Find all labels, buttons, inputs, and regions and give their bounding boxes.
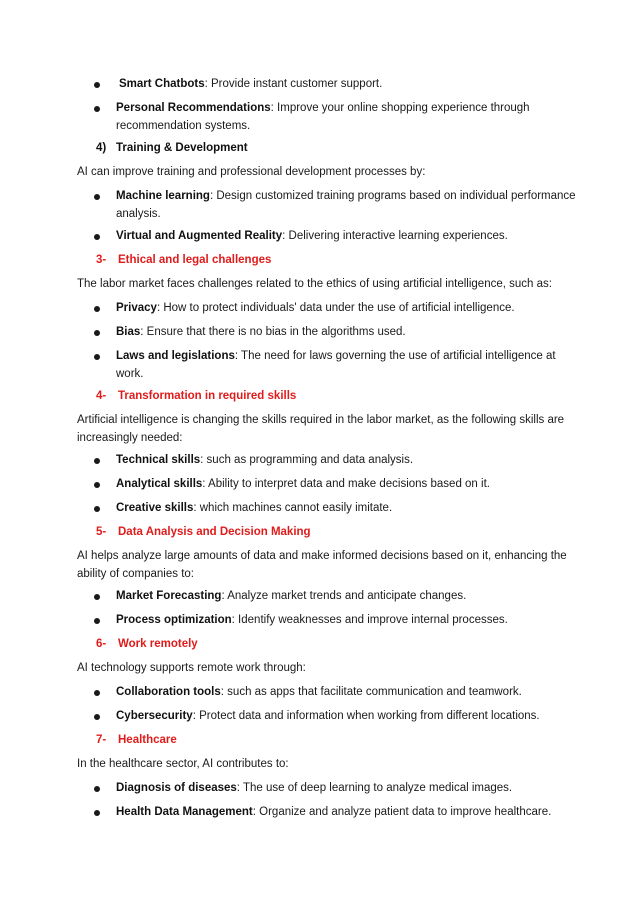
list-item-text: : Identify weaknesses and improve internal processes. [231, 614, 508, 626]
bullet-dot-icon [94, 306, 100, 312]
bullet-dot-icon [94, 106, 100, 112]
list-item-term: Virtual and Augmented Reality [116, 230, 283, 242]
bullet-dot-icon [94, 482, 100, 488]
bullet-dot-icon [94, 234, 100, 240]
list-item-text: : Ability to interpret data and make decisions based on it. [202, 478, 490, 490]
bullet-dot-icon [94, 82, 100, 88]
paragraph: In the healthcare sector, AI contributes to: [77, 758, 289, 770]
list-item [116, 452, 576, 470]
section-number: 5- [96, 526, 107, 538]
list-item [116, 500, 576, 518]
list-item-term: Health Data Management [116, 806, 253, 818]
paragraph: The labor market faces challenges related to the ethics of using artificial intelligence, such as: [77, 278, 552, 290]
bullet-dot-icon [94, 810, 100, 816]
list-item [116, 684, 576, 702]
list-item-term: Machine learning [116, 190, 210, 202]
list-item-text: : Analyze market trends and anticipate changes. [221, 590, 467, 602]
list-item-term: Diagnosis of diseases [116, 782, 237, 794]
list-item [116, 476, 576, 494]
list-item-text: : How to protect individuals' data under the use of artificial intelligence. [156, 302, 515, 314]
section-heading [96, 732, 177, 750]
list-item-term: Cybersecurity [116, 710, 193, 722]
list-item [116, 228, 576, 246]
bullet-dot-icon [94, 506, 100, 512]
list-item-term: Personal Recommendations [116, 102, 271, 114]
list-item-text: : The use of deep learning to analyze medical images. [236, 782, 513, 794]
list-item [119, 76, 579, 94]
list-item-term: Privacy [116, 302, 157, 314]
section-heading [96, 636, 198, 654]
bullet-dot-icon [94, 786, 100, 792]
bullet-dot-icon [94, 194, 100, 200]
list-item-term: Market Forecasting [116, 590, 222, 602]
list-item-term: Analytical skills [116, 478, 203, 490]
section-heading [96, 252, 271, 270]
list-item-text: : Ensure that there is no bias in the algorithms used. [140, 326, 406, 338]
list-item-text: : The need for laws governing the use of artificial intelligence at work. [116, 350, 556, 380]
list-item [116, 100, 576, 135]
list-item-text: : such as apps that facilitate communication and teamwork. [220, 686, 522, 698]
list-item-text: : Design customized training programs based on individual performance analysis. [116, 190, 576, 220]
section-title: Work remotely [118, 638, 198, 650]
section-heading [96, 140, 248, 158]
section-title: Transformation in required skills [118, 390, 297, 402]
list-item [116, 348, 576, 383]
section-heading [96, 388, 296, 406]
bullet-dot-icon [94, 354, 100, 360]
section-title: Ethical and legal challenges [118, 254, 272, 266]
paragraph: AI technology supports remote work through: [77, 662, 306, 674]
bullet-dot-icon [94, 618, 100, 624]
list-item [116, 300, 576, 318]
list-item [116, 708, 576, 726]
list-item-term: Collaboration tools [116, 686, 221, 698]
paragraph: AI can improve training and professional development processes by: [77, 166, 426, 178]
list-item [116, 804, 576, 822]
list-item [116, 188, 576, 223]
bullet-dot-icon [94, 714, 100, 720]
section-heading [96, 524, 311, 542]
section-title: Data Analysis and Decision Making [118, 526, 311, 538]
list-item-term: Process optimization [116, 614, 232, 626]
list-item [116, 588, 576, 606]
list-item-term: Bias [116, 326, 141, 338]
bullet-dot-icon [94, 690, 100, 696]
list-item-text: : Delivering interactive learning experiences. [282, 230, 508, 242]
section-number: 7- [96, 734, 107, 746]
section-number: 6- [96, 638, 107, 650]
section-number: 4- [96, 390, 107, 402]
list-item-text: : such as programming and data analysis. [200, 454, 414, 466]
list-item-text: : Organize and analyze patient data to improve healthcare. [252, 806, 552, 818]
list-item [116, 780, 576, 798]
list-item-text: : Improve your online shopping experience through recommendation systems. [116, 102, 530, 132]
list-item-text: : Protect data and information when working from different locations. [192, 710, 540, 722]
list-item-term: Smart Chatbots [119, 78, 205, 90]
bullet-dot-icon [94, 330, 100, 336]
list-item-term: Creative skills [116, 502, 194, 514]
list-item-text: : Provide instant customer support. [204, 78, 383, 90]
section-title: Healthcare [118, 734, 177, 746]
bullet-dot-icon [94, 594, 100, 600]
section-number: 3- [96, 254, 107, 266]
section-number: 4) [96, 142, 107, 154]
paragraph: AI helps analyze large amounts of data and make informed decisions based on it, enhancing the ability of companies to: [77, 550, 567, 580]
list-item [116, 612, 576, 630]
list-item-text: : which machines cannot easily imitate. [193, 502, 393, 514]
paragraph: Artificial intelligence is changing the skills required in the labor market, as the following skills are increasingly needed: [77, 414, 565, 444]
list-item-term: Laws and legislations [116, 350, 235, 362]
list-item-term: Technical skills [116, 454, 201, 466]
list-item [116, 324, 576, 342]
section-title: Training & Development [116, 142, 248, 154]
bullet-dot-icon [94, 458, 100, 464]
